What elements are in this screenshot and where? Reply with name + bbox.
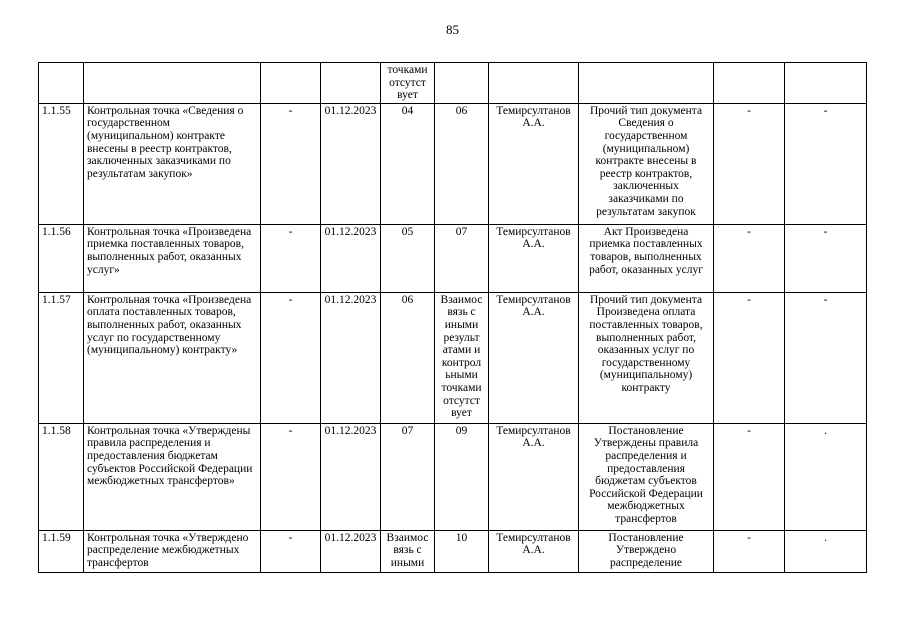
column-6-value: 07 <box>435 224 489 292</box>
column-10-value: - <box>785 292 867 423</box>
control-point-name: Контрольная точка «Сведения о государственном (муниципальном) контракте внесены в реестр контрактов, заключенных заказчиками по результатам закупок» <box>84 103 261 224</box>
date-cell: 01.12.2023 <box>321 224 381 292</box>
table-row <box>39 103 867 224</box>
column-6-value: 10 <box>435 530 489 572</box>
column-9-value: - <box>714 292 785 423</box>
column-5-value: 05 <box>381 224 435 292</box>
control-point-name: Контрольная точка «Произведена оплата поставленных товаров, выполненных работ, оказанных услуг по государственному (муниципальному) контракту» <box>84 292 261 423</box>
column-5-value: 07 <box>381 423 435 530</box>
page-number: 85 <box>446 22 459 37</box>
control-point-name: Контрольная точка «Утверждено распределение межбюджетных трансфертов <box>84 530 261 572</box>
date-cell: 01.12.2023 <box>321 423 381 530</box>
column-6-value <box>435 63 489 104</box>
document-type: Акт Произведена приемка поставленных товаров, выполненных работ, оказанных услуг <box>579 224 714 292</box>
column-6-value: 06 <box>435 103 489 224</box>
table-row <box>39 292 867 423</box>
column-6-value: Взаимос вязь с иными результ атами и контрол ьными точками отсутст вует <box>435 292 489 423</box>
control-point-name <box>84 63 261 104</box>
column-3-value: - <box>261 103 321 224</box>
document-type: Постановление Утверждено распределение <box>579 530 714 572</box>
column-10-value <box>785 63 867 104</box>
document-type: Прочий тип документа Произведена оплата поставленных товаров, выполненных работ, оказанных услуг по государственному (муниципальному) контракту <box>579 292 714 423</box>
column-3-value <box>261 63 321 104</box>
document-type: Постановление Утверждены правила распределения и предоставления бюджетам субъектов Российской Федерации межбюджетных трансфертов <box>579 423 714 530</box>
column-10-value: . <box>785 423 867 530</box>
control-point-name: Контрольная точка «Утверждены правила распределения и предоставления бюджетам субъектов Российской Федерации межбюджетных трансфертов» <box>84 423 261 530</box>
column-3-value: - <box>261 530 321 572</box>
table-row <box>39 63 867 104</box>
column-3-value: - <box>261 224 321 292</box>
table-row <box>39 423 867 530</box>
control-points-table <box>38 62 867 573</box>
document-type <box>579 63 714 104</box>
column-3-value: - <box>261 292 321 423</box>
row-number: 1.1.56 <box>39 224 84 292</box>
table-row <box>39 224 867 292</box>
row-number: 1.1.58 <box>39 423 84 530</box>
column-3-value: - <box>261 423 321 530</box>
column-9-value: - <box>714 423 785 530</box>
date-cell: 01.12.2023 <box>321 530 381 572</box>
column-10-value: - <box>785 103 867 224</box>
responsible-person: Темирсултанов А.А. <box>489 292 579 423</box>
date-cell: 01.12.2023 <box>321 292 381 423</box>
column-10-value: . <box>785 530 867 572</box>
column-5-value: 06 <box>381 292 435 423</box>
responsible-person: Темирсултанов А.А. <box>489 224 579 292</box>
responsible-person: Темирсултанов А.А. <box>489 103 579 224</box>
row-number: 1.1.59 <box>39 530 84 572</box>
row-number <box>39 63 84 104</box>
column-9-value <box>714 63 785 104</box>
column-5-value: точками отсутст вует <box>381 63 435 104</box>
column-5-value: Взаимос вязь с иными <box>381 530 435 572</box>
table-row <box>39 530 867 572</box>
responsible-person <box>489 63 579 104</box>
column-5-value: 04 <box>381 103 435 224</box>
column-6-value: 09 <box>435 423 489 530</box>
document-type: Прочий тип документа Сведения о государственном (муниципальном) контракте внесены в реестр контрактов, заключенных заказчиками по результатам закупок <box>579 103 714 224</box>
row-number: 1.1.55 <box>39 103 84 224</box>
column-10-value: - <box>785 224 867 292</box>
date-cell: 01.12.2023 <box>321 103 381 224</box>
column-9-value: - <box>714 224 785 292</box>
control-point-name: Контрольная точка «Произведена приемка поставленных товаров, выполненных работ, оказанных услуг» <box>84 224 261 292</box>
responsible-person: Темирсултанов А.А. <box>489 530 579 572</box>
row-number: 1.1.57 <box>39 292 84 423</box>
column-9-value: - <box>714 103 785 224</box>
responsible-person: Темирсултанов А.А. <box>489 423 579 530</box>
date-cell <box>321 63 381 104</box>
column-9-value: - <box>714 530 785 572</box>
